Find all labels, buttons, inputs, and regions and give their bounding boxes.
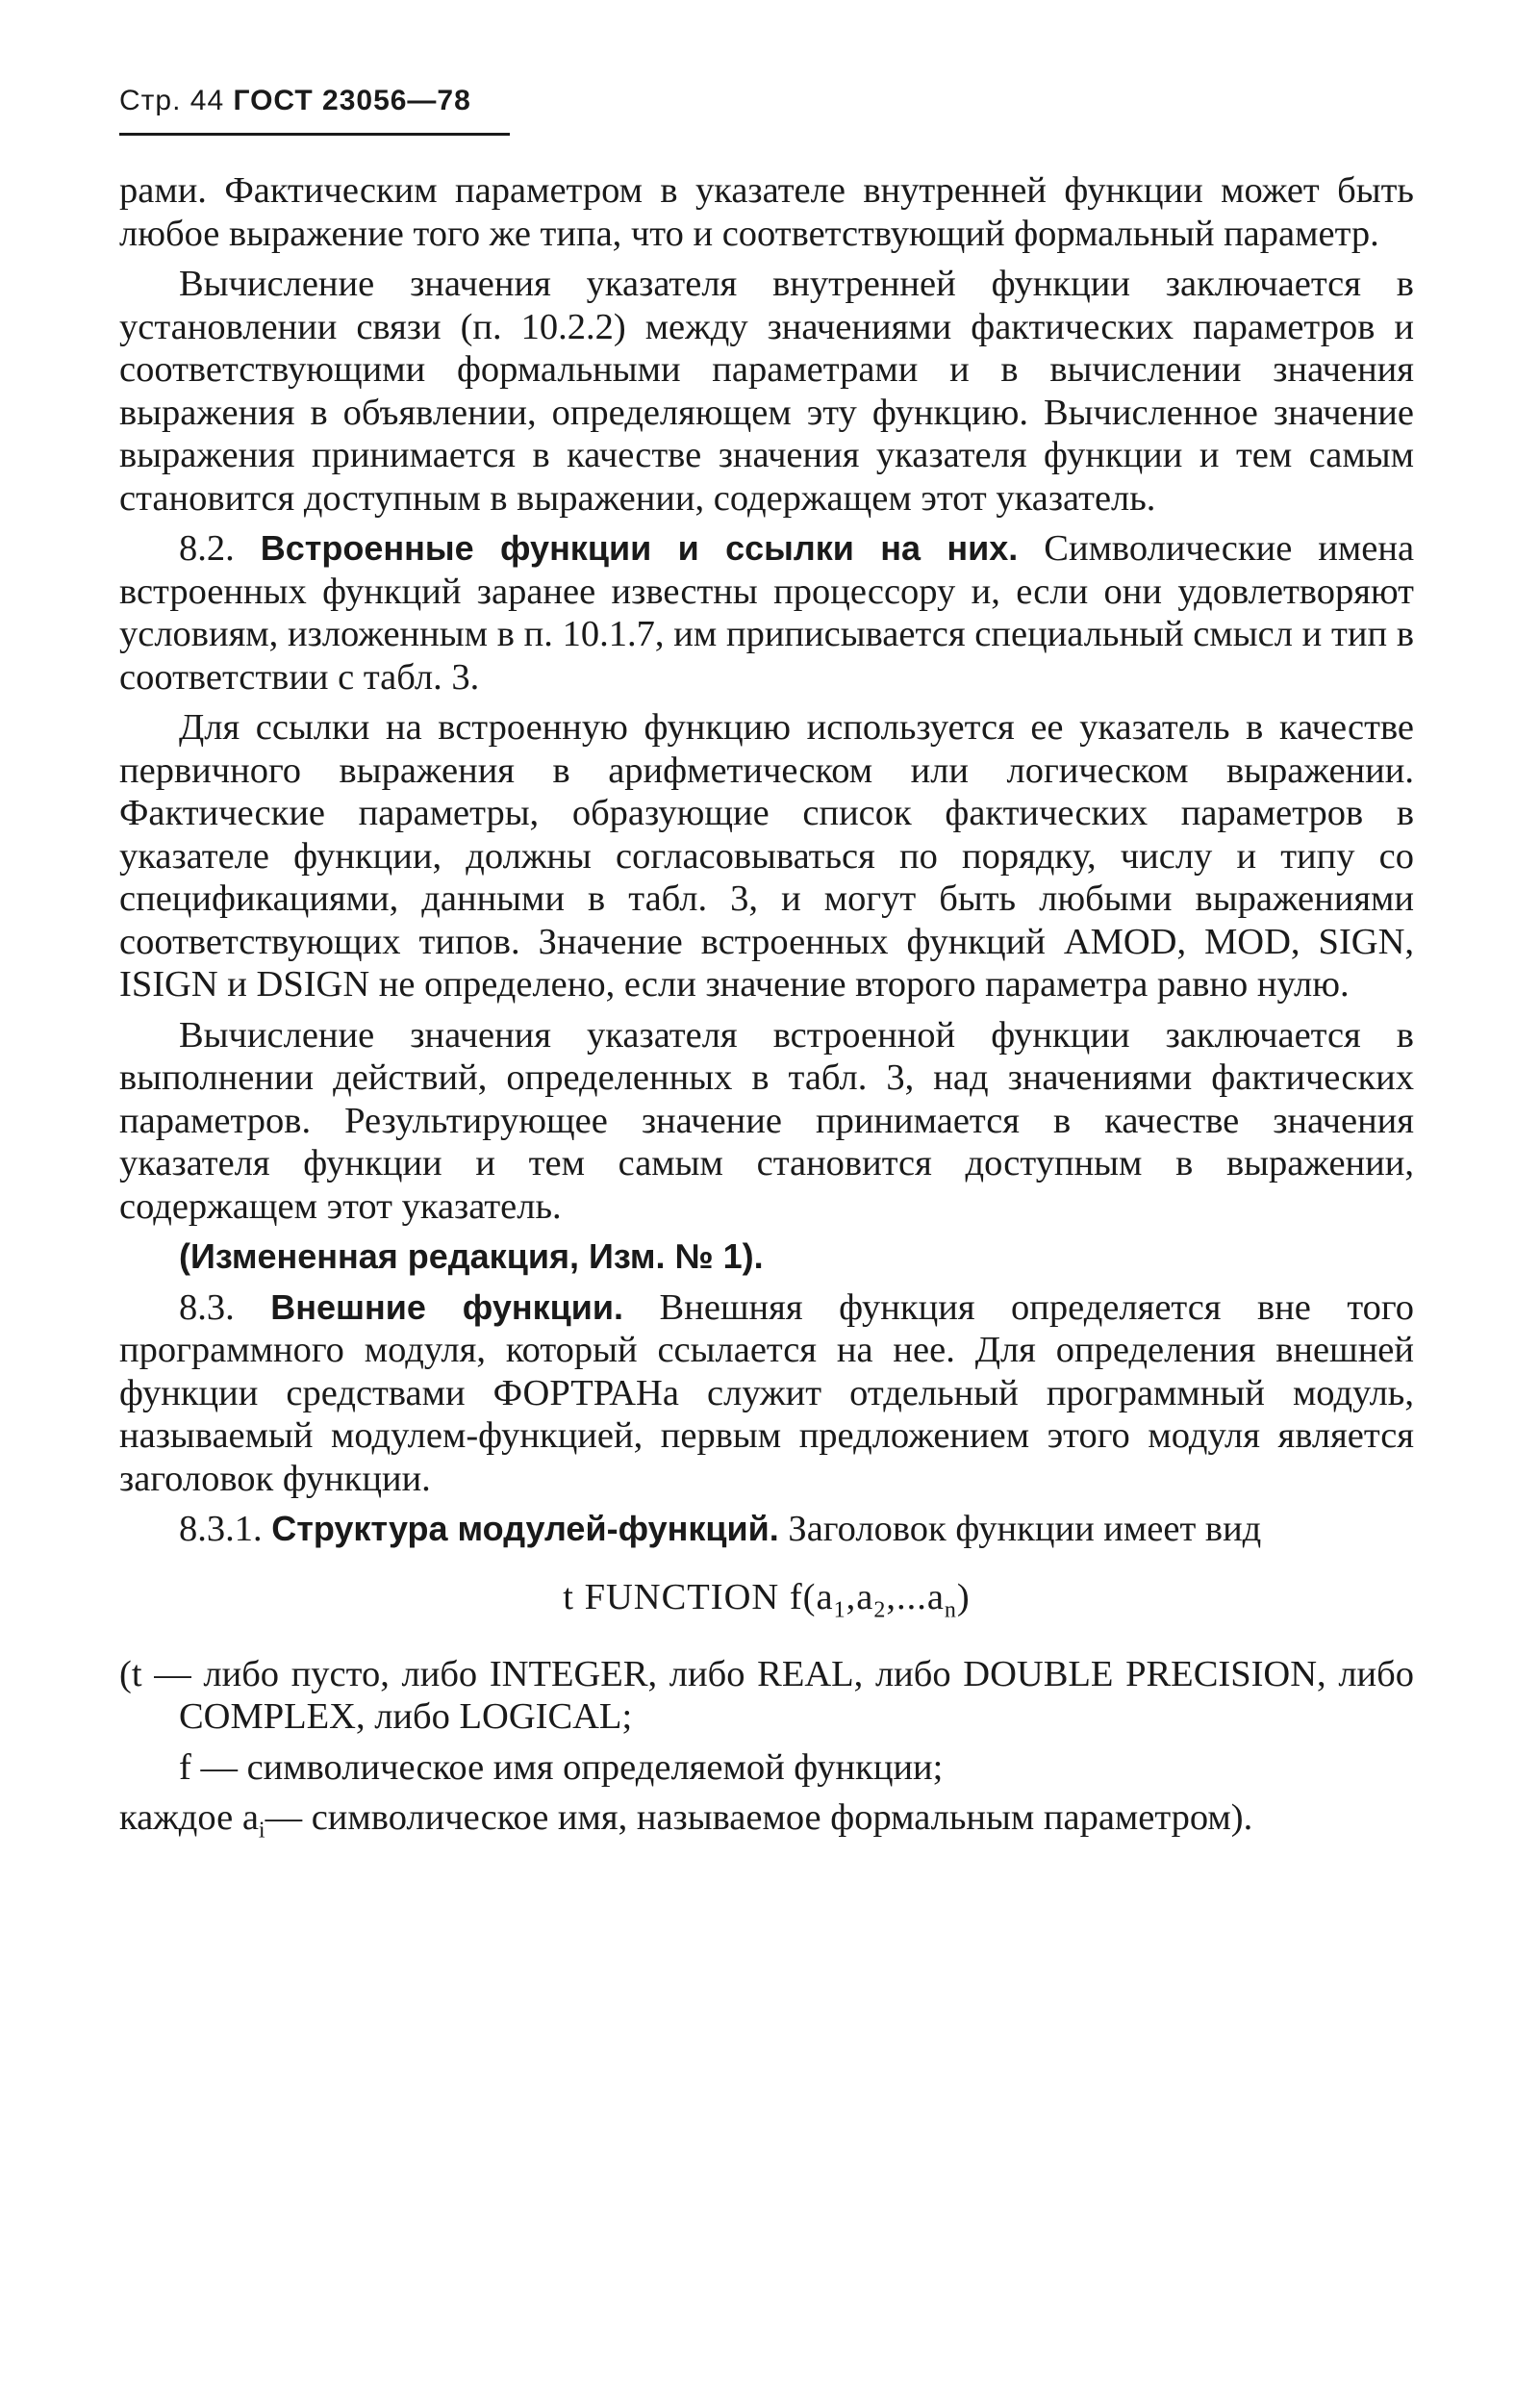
section-number: 8.2. — [179, 528, 235, 569]
section-text: Символические имена встроенных функций заранее известны процессору и, если они удовлетворяют условиям, изложенным в п. 10.1.7, им приписывается специальный смысл и тип в соответствии с табл. 3. — [119, 528, 1415, 698]
header-rule — [119, 133, 510, 136]
function-header-formula: t FUNCTION $f(a_1,a_2,...a_n)$ — [563, 1576, 971, 1623]
paragraph: рами. Фактическим параметром в указателе внутренней функции может быть любое выражение того же типа, что и соответствующий формальный параметр. — [119, 170, 1414, 254]
definition-t: (t — либо пусто, либо INTEGER, либо REAL, либо DOUBLE PRECISION, либо COMPLEX, либо LOGICAL; — [119, 1653, 1414, 1738]
section-number: 8.3.1. — [179, 1509, 263, 1549]
section-title: Структура модулей-функций. — [271, 1509, 779, 1548]
section-8-3 — [119, 1286, 1414, 1501]
amendment-note: (Измененная редакция, Изм. № 1). — [179, 1236, 764, 1276]
section-title: Внешние функции. — [270, 1286, 624, 1327]
standard-code: ГОСТ 23056—78 — [233, 85, 471, 116]
paragraph: Вычисление значения указателя внутренней функции заключается в установлении связи (п. 10.2.2) между значениями фактических параметров и соответствующими формальными параметрами и в вычислении значения выражения в объявлении, определяющем эту функцию. Вычисленное значение выражения принимается в качестве значения указателя функции и тем самым становится доступным в выражении, содержащем этот указатель. — [119, 264, 1414, 519]
section-text: Внешняя функция определяется вне того программного модуля, который ссылается на нее. Для определения внешней функции средствами ФОРТРАНа служит отдельный программный модуль, называемый модулем-функцией, первым предложением этого модуля является заголовок функции. — [119, 1286, 1415, 1499]
section-text: Заголовок функции имеет вид — [788, 1509, 1262, 1549]
section-8-2 — [119, 527, 1414, 699]
page-header — [119, 85, 471, 117]
definition-a: каждое $a_i—$ символическое имя, называемое формальным параметром). — [119, 1797, 1253, 1844]
paragraph: Для ссылки на встроенную функцию используется ее указатель в качестве первичного выражения в арифметическом или логическом выражении. Фактические параметры, образующие список фактических параметров в указателе функции, должны согласовываться по порядку, числу и типу со спецификациями, данными в табл. 3, и могут быть любыми выражениями соответствующих типов. Значение встроенных функций AMOD, MOD, SIGN, ISIGN и DSIGN не определено, если значение второго параметра равно нулю. — [119, 707, 1414, 1005]
section-number: 8.3. — [179, 1286, 235, 1328]
section-8-3-1 — [119, 1508, 1414, 1551]
section-title: Встроенные функции и ссылки на них. — [260, 528, 1019, 568]
document-body — [119, 169, 1414, 1860]
paragraph: Вычисление значения указателя встроенной функции заключается в выполнении действий, определенных в табл. 3, над значениями фактических параметров. Результирующее значение принимается в качестве значения указателя функции и тем самым становится доступным в выражении, содержащем этот указатель. — [119, 1014, 1414, 1227]
definition-f: f — символическое имя определяемой функции; — [179, 1746, 944, 1788]
page-number: Стр. 44 — [119, 85, 225, 116]
